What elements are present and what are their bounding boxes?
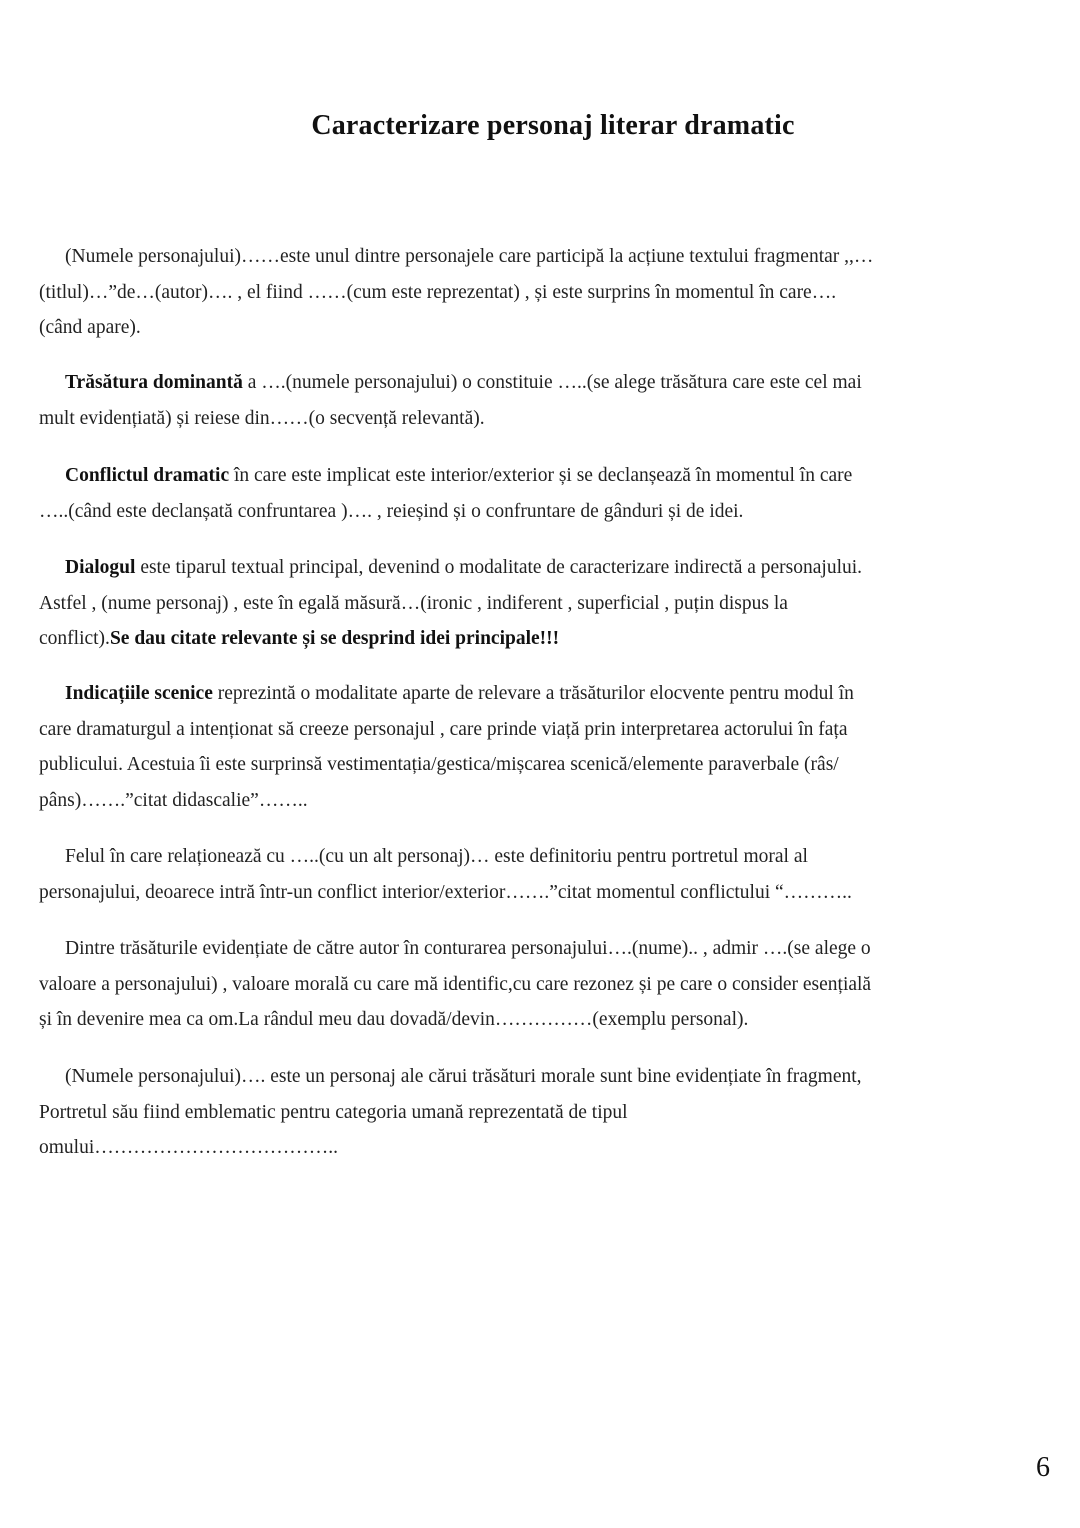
paragraph-dramatic-conflict bbox=[39, 458, 1049, 529]
paragraph-line: personajului, deoarece intră într-un conflict interior/exterior…….”citat momentul conflictului “……….. bbox=[39, 881, 852, 903]
paragraph-line: (Numele personajului)…. este un personaj ale cărui trăsături morale sunt bine evidențiate în fragment, bbox=[65, 1066, 862, 1087]
paragraph-line bbox=[39, 458, 1049, 494]
paragraph-heading: Dialogul bbox=[65, 557, 136, 578]
paragraph-heading: Conflictul dramatic bbox=[65, 465, 230, 486]
paragraph-heading: Indicațiile scenice bbox=[65, 683, 213, 704]
paragraph-line: și în devenire mea ca om.La rândul meu dau dovadă/devin……………(exemplu personal). bbox=[39, 1009, 749, 1030]
paragraph-introduction bbox=[39, 239, 1049, 346]
paragraph-personal-values bbox=[39, 931, 1049, 1038]
paragraph-stage-directions bbox=[39, 676, 1049, 818]
paragraph-line: mult evidențiată) și reiese din……(o secvență relevantă). bbox=[39, 407, 485, 429]
paragraph-line: Astfel , (nume personaj) , este în egală măsură…(ironic , indiferent , superficial , puțin dispus la bbox=[39, 592, 788, 614]
paragraph-line: …..(când este declanșată confruntarea )…. , reieșind și o confruntare de gânduri și de idei. bbox=[39, 500, 744, 522]
paragraph-line bbox=[39, 676, 1049, 712]
paragraph-line: Felul în care relaționează cu …..(cu un alt personaj)… este definitoriu pentru portretul moral al bbox=[65, 846, 808, 867]
paragraph-line: pâns)…….”citat didascalie”…….. bbox=[39, 789, 308, 811]
paragraph-text: reprezintă o modalitate aparte de relevare a trăsăturilor elocvente pentru modul în bbox=[212, 683, 854, 704]
paragraph-line: (Numele personajului)……este unul dintre personajele care participă la acțiune textului fragmentar ,,… bbox=[65, 246, 874, 267]
paragraph-dialogue bbox=[39, 550, 1049, 657]
paragraph-text: a ….(numele personajului) o constituie …..(se alege trăsătura care este cel mai bbox=[242, 372, 862, 393]
paragraph-line bbox=[39, 550, 1049, 586]
paragraph-line: Dintre trăsăturile evidențiate de către autor în conturarea personajului….(nume).. , admir ….(se alege o bbox=[65, 938, 871, 959]
paragraph-line: valoare a personajului) , valoare morală cu care mă identific,cu care rezonez și pe care o consider esențială bbox=[39, 973, 872, 995]
paragraph-line bbox=[39, 365, 1049, 401]
paragraph-line: publicului. Acestuia îi este surprinsă vestimentația/gestica/mișcarea scenică/elemente paraverbale (râs/ bbox=[39, 754, 839, 775]
paragraph-text: este tiparul textual principal, devenind o modalitate de caracterizare indirectă a personajului. bbox=[135, 557, 863, 578]
emphasis-note: Se dau citate relevante și se desprind idei principale!!! bbox=[109, 628, 560, 649]
paragraph-text: în care este implicat este interior/exterior și se declanșează în momentul în care bbox=[229, 465, 853, 486]
paragraph-dominant-trait bbox=[39, 365, 1049, 436]
paragraph-conclusion bbox=[39, 1059, 1049, 1166]
paragraph-relationships bbox=[39, 839, 1049, 910]
document-title: Caracterizare personaj literar dramatic bbox=[311, 110, 795, 141]
paragraph-line: (când apare). bbox=[39, 317, 141, 338]
paragraph-line: Portretul său fiind emblematic pentru categoria umană reprezentată de tipul bbox=[39, 1101, 628, 1123]
paragraph-line bbox=[39, 621, 1049, 657]
paragraph-line: (titlul)…”de…(autor)…. , el fiind ……(cum este reprezentat) , și este surprins în momentul în care…. bbox=[39, 281, 837, 303]
paragraph-text: conflict). bbox=[39, 628, 110, 649]
paragraph-line: omului……………………………….. bbox=[39, 1137, 339, 1158]
page-number: 6 bbox=[1036, 1452, 1050, 1483]
paragraph-line: care dramaturgul a intenționat să creeze personajul , care prinde viață prin interpretarea actorului în fața bbox=[39, 718, 848, 740]
paragraph-heading: Trăsătura dominantă bbox=[65, 372, 243, 393]
